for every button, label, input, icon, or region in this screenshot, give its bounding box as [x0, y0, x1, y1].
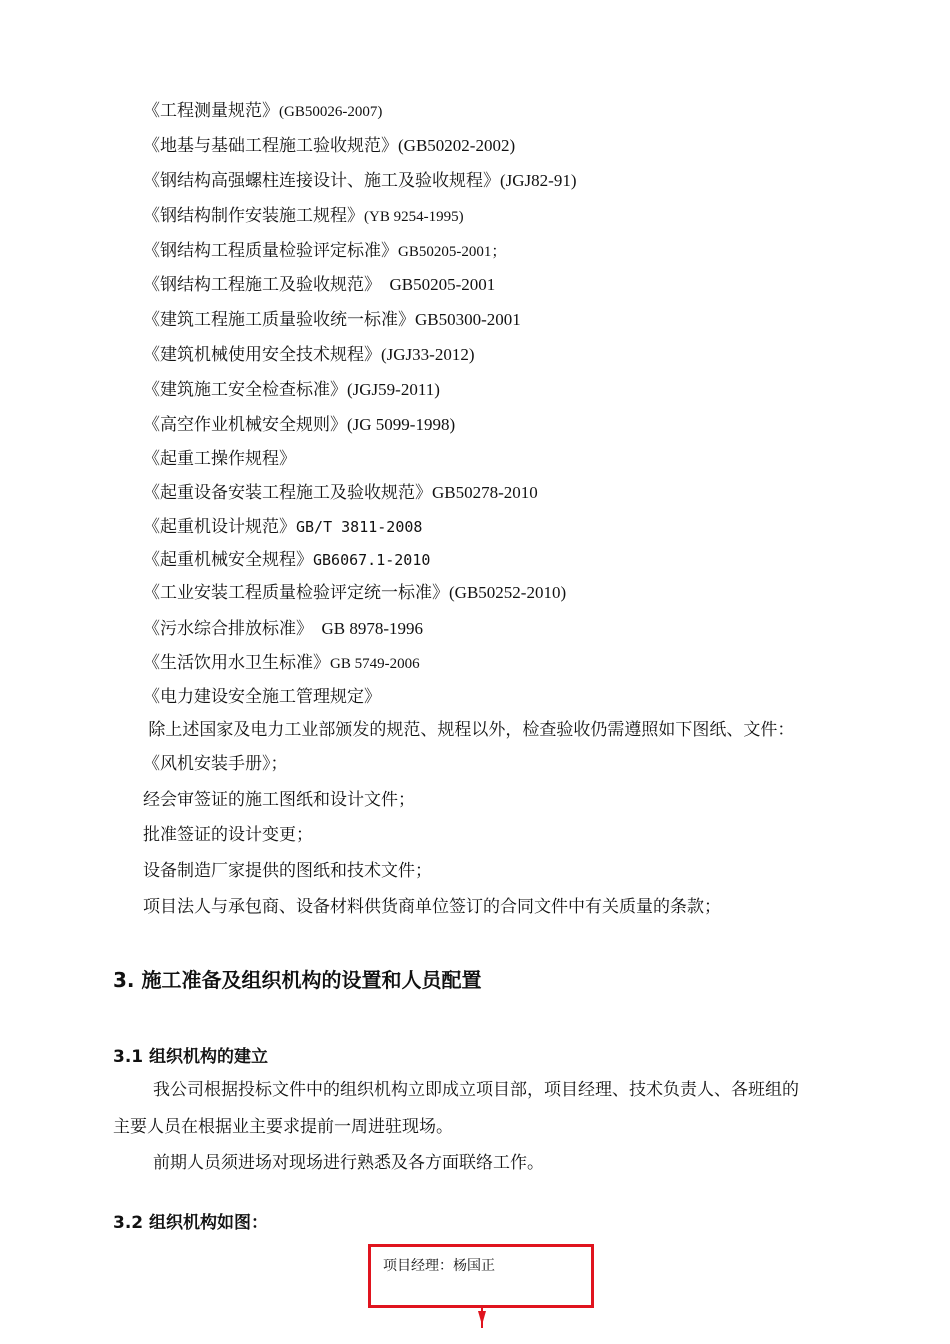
standard-item: 《地基与基础工程施工验收规范》(GB50202-2002) — [143, 136, 516, 156]
extra-doc-item: 项目法人与承包商、设备材料供货商单位签订的合同文件中有关质量的条款； — [143, 897, 721, 917]
standard-item: 《工程测量规范》(GB50026-2007) — [143, 101, 383, 121]
extra-doc-item: 经会审签证的施工图纸和设计文件； — [143, 790, 415, 810]
org-chart-project-manager-box — [368, 1244, 594, 1308]
extra-doc-item: 设备制造厂家提供的图纸和技术文件； — [143, 861, 432, 881]
standard-item: 《工业安装工程质量检验评定统一标准》(GB50252-2010) — [143, 583, 567, 603]
standard-item: 《起重设备安装工程施工及验收规范》GB50278-2010 — [143, 483, 538, 503]
section-3-1-paragraph-line: 我公司根据投标文件中的组织机构立即成立项目部，项目经理、技术负责人、各班组的 — [153, 1080, 799, 1100]
standard-item: 《污水综合排放标准》 GB 8978-1996 — [143, 619, 424, 639]
section-3-1-heading: 3.1 组织机构的建立 — [113, 1047, 269, 1067]
standard-item: 《电力建设安全施工管理规定》 — [143, 687, 381, 707]
standard-item: 《建筑机械使用安全技术规程》(JGJ33-2012) — [143, 345, 475, 365]
org-chart-project-manager-label: 项目经理：杨国正 — [383, 1258, 495, 1274]
section-3-2-heading: 3.2 组织机构如图： — [113, 1213, 269, 1233]
org-chart-arrow-down-icon — [478, 1311, 486, 1325]
standard-item: 《起重机设计规范》GB/T 3811-2008 — [143, 517, 423, 537]
standard-item: 《建筑施工安全检查标准》(JGJ59-2011) — [143, 380, 440, 400]
standard-item: 《钢结构制作安装施工规程》(YB 9254-1995) — [143, 206, 464, 226]
section-3-1-paragraph-line: 主要人员在根据业主要求提前一周进驻现场。 — [113, 1117, 453, 1137]
standard-item: 《起重工操作规程》 — [143, 449, 296, 469]
standard-item: 《钢结构工程施工及验收规范》 GB50205-2001 — [143, 275, 496, 295]
standard-item: 《高空作业机械安全规则》(JG 5099-1998) — [143, 415, 456, 435]
section-3-1-paragraph: 前期人员须进场对现场进行熟悉及各方面联络工作。 — [153, 1153, 544, 1173]
extra-intro: 除上述国家及电力工业部颁发的规范、规程以外，检查验收仍需遵照如下图纸、文件： — [143, 720, 795, 740]
standard-item: 《建筑工程施工质量验收统一标准》GB50300-2001 — [143, 310, 521, 330]
extra-doc-item: 《风机安装手册》； — [143, 754, 288, 774]
standard-item: 《起重机械安全规程》GB6067.1-2010 — [143, 550, 431, 570]
section-3-heading: 3. 施工准备及组织机构的设置和人员配置 — [113, 968, 482, 992]
extra-doc-item: 批准签证的设计变更； — [143, 825, 313, 845]
standard-item: 《生活饮用水卫生标准》GB 5749-2006 — [143, 653, 420, 673]
standard-item: 《钢结构工程质量检验评定标准》GB50205-2001； — [143, 241, 507, 261]
standard-item: 《钢结构高强螺柱连接设计、施工及验收规程》(JGJ82-91) — [143, 171, 577, 191]
